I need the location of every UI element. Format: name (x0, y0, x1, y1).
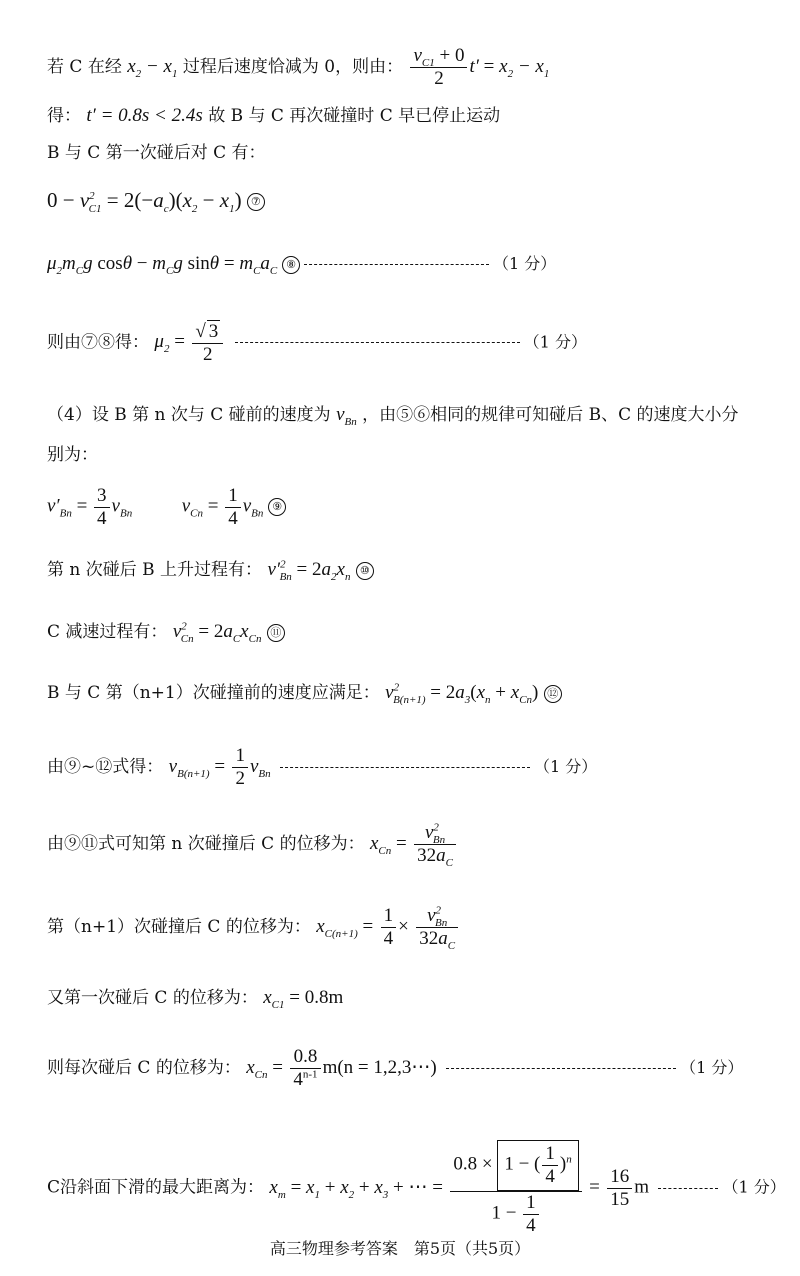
text: C沿斜面下滑的最大距离为： (47, 1177, 265, 1198)
line-3 (47, 145, 266, 162)
line-1: 若 C 在经 $x_2 - x_1$ 过程后速度恰减为 0，则由： $\frac{v_{C1} + 0}{2}$ $t' = x_2 - x_1$ (47, 45, 550, 89)
equation-7: $0 - v^2_{C1} = 2(-a_c)(x_2 - x_1)$ ⑦ (47, 190, 265, 211)
circled-number: ⑩ (356, 562, 374, 580)
text: 第（n+1）次碰撞后 C 的位移为： (47, 916, 311, 937)
text: 由⑨~⑫式得： (47, 756, 164, 777)
score: （1 分） (523, 332, 587, 352)
line-8 (47, 447, 98, 464)
line-10: 第 n 次碰后 B 上升过程有： $v'^2_{Bn} = 2a_2x_n$ ⑩ (47, 560, 374, 580)
text: 别为： (47, 445, 98, 465)
text: C 减速过程有： (47, 622, 168, 642)
fraction: $\frac{√ 3}{2}$ (192, 320, 223, 366)
line-14: 由⑨⑪式可知第 n 次碰撞后 C 的位移为： $x_{Cn}$ = $\frac{v^2_{Bn}}{32a_C}$ (47, 822, 458, 867)
line-16: 又第一次碰后 C 的位移为： $x_{C1} = 0.8m$ (47, 987, 344, 1011)
equation-8: $\mu_2m_Cg$ $\cos\theta - m_Cg$ $\sin\theta = m_Ca_C$ ⑧ （1 分） (47, 253, 557, 277)
line-15: 第（n+1）次碰撞后 C 的位移为： $x_{C(n+1)}$ = $\frac{1}{4}$ × $\frac{v^2_{Bn}}{32a_C}$ (47, 905, 460, 950)
text: 过程后速度恰减为 0，则由： (182, 56, 404, 77)
line-17: 则每次碰后 C 的位移为： $x_{Cn}$ = $\frac{0.8}{4^{n-1}}$ m(n = 1,2,3⋯) （1 分） (47, 1046, 744, 1090)
score: （1 分） (534, 756, 598, 776)
formula: t′ = 0.8s < 2.4s (86, 105, 203, 126)
circled-number: ⑫ (544, 685, 562, 703)
line-7: （4）设 B 第 n 次与 C 碰前的速度为 $v_{Bn}$ ，由⑤⑥相同的规律可知碰后 B、C 的速度大小分 (47, 404, 739, 428)
circled-number: ⑧ (282, 256, 300, 274)
text: 由⑨⑪式可知第 n 次碰撞后 C 的位移为： (47, 833, 365, 854)
text: ，由⑤⑥相同的规律可知碰后 B、C 的速度大小分 (362, 405, 739, 425)
circled-number: ⑪ (267, 624, 285, 642)
text: 得： (47, 106, 81, 126)
line-6: 则由⑦⑧得： $\mu_2$ = $\frac{√ 3}{2}$ （1 分） (47, 321, 587, 365)
circled-number: ⑨ (268, 498, 286, 516)
equation-9: $v'_{Bn}$ = $\frac{3}{4}$ $v_{Bn}$ $v_{Cn}$ = $\frac{1}{4}$ $v_{Bn}$ ⑨ (47, 485, 286, 530)
score: （1 分） (680, 1057, 744, 1077)
circled-number: ⑦ (247, 193, 265, 211)
text: B 与 C 第（n+1）次碰撞前的速度应满足： (47, 683, 380, 703)
page-footer: 高三物理参考答案 第5页（共5页） (269, 1239, 531, 1258)
text: 若 C 在经 (47, 56, 122, 77)
line-11: C 减速过程有： $v^2_{Cn} = 2a_Cx_{Cn}$ ⑪ (47, 622, 285, 642)
text: 则由⑦⑧得： (47, 332, 149, 353)
text: 又第一次碰后 C 的位移为： (47, 988, 258, 1008)
line-18: C沿斜面下滑的最大距离为： $x_m = x_1 + x_2 + x_3$ + ⋯ = 0.8 × 1 − ( $\frac{1}{4}$ )$^n$ 1 − $\frac{1}{4}$ = $\frac{16}{15}$ m （1 分） (47, 1140, 786, 1236)
score: （1 分） (722, 1177, 786, 1197)
fraction: $\frac{v_{C1} + 0}{2}$ (410, 45, 467, 90)
text: 故 B 与 C 再次碰撞时 C 早已停止运动 (208, 106, 501, 126)
line-12: B 与 C 第（n+1）次碰撞前的速度应满足： $v^2_{B(n+1)} = 2a_3(x_n + x_{Cn})$ ⑫ (47, 683, 562, 703)
text: B 与 C 第一次碰后对 C 有： (47, 143, 266, 163)
line-13: 由⑨~⑫式得： $v_{B(n+1)}$ = $\frac{1}{2}$ $v_{Bn}$ （1 分） (47, 745, 598, 789)
line-2 (47, 106, 500, 125)
text: 则每次碰后 C 的位移为： (47, 1057, 241, 1078)
text: （4）设 B 第 n 次与 C 碰前的速度为 (47, 405, 331, 425)
formula: $x_2 - x_1$ (127, 55, 178, 80)
score: （1 分） (493, 254, 557, 273)
text: 第 n 次碰后 B 上升过程有： (47, 560, 263, 580)
